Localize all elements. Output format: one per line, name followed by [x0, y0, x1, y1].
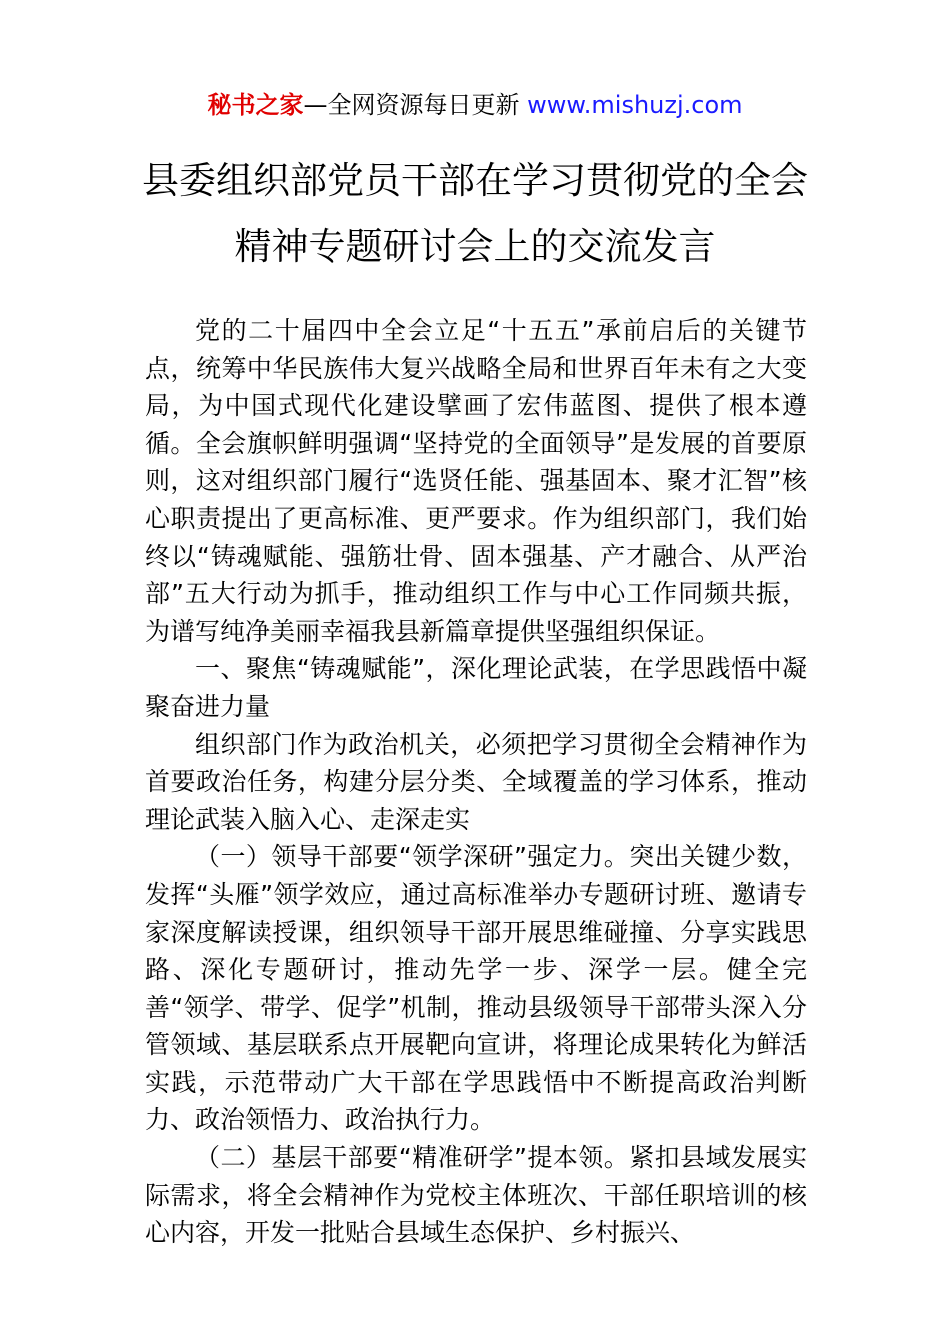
- title-line-1: 县委组织部党员干部在学习贯彻党的全会: [142, 159, 808, 202]
- title-line-2: 精神专题研讨会上的交流发言: [234, 225, 716, 268]
- brand-name: 秘书之家: [207, 91, 304, 119]
- site-url-link[interactable]: www.mishuzj.com: [527, 91, 743, 119]
- paragraph-subsection-1: （一）领导干部要“领学深研”强定力。突出关键少数，发挥“头雁”领学效应，通过高标准举办专题研讨班、邀请专家深度解读授课，组织领导干部开展思维碰撞、分享实践思路、深化专题研讨，推动先学一步、深学一层。健全完善“领学、带学、促学”机制，推动县级领导干部带头深入分管领域、基层联系点开展靶向宣讲，将理论成果转化为鲜活实践，示范带动广大干部在学思践悟中不断提高政治判断力、政治领悟力、政治执行力。: [145, 842, 807, 1135]
- paragraph-subsection-2: （二）基层干部要“精准研学”提本领。紧扣县域发展实际需求，将全会精神作为党校主体班次、干部任职培训的核心内容，开发一批贴合县域生态保护、乡村振兴、: [145, 1143, 807, 1248]
- paragraph-intro: 党的二十届四中全会立足“十五五”承前启后的关键节点，统筹中华民族伟大复兴战略全局和世界百年未有之大变局，为中国式现代化建设擘画了宏伟蓝图、提供了根本遵循。全会旗帜鲜明强调“坚持党的全面领导”是发展的首要原则，这对组织部门履行“选贤任能、强基固本、聚才汇智”核心职责提出了更高标准、更严要求。作为组织部门，我们始终以“铸魂赋能、强筋壮骨、固本强基、产才融合、从严治部”五大行动为抓手，推动组织工作与中心工作同频共振，为谱写纯净美丽幸福我县新篇章提供坚强组织保证。: [145, 316, 807, 646]
- site-header: [0, 88, 950, 122]
- section-heading-1: 一、聚焦“铸魂赋能”，深化理论武装，在学思践悟中凝聚奋进力量: [145, 654, 807, 721]
- header-tagline: —全网资源每日更新: [303, 91, 520, 119]
- document-title: [0, 148, 950, 280]
- document-body: [145, 312, 807, 1252]
- paragraph-section-1: 组织部门作为政治机关，必须把学习贯彻全会精神作为首要政治任务，构建分层分类、全域覆盖的学习体系，推动理论武装入脑入心、走深走实: [145, 729, 807, 834]
